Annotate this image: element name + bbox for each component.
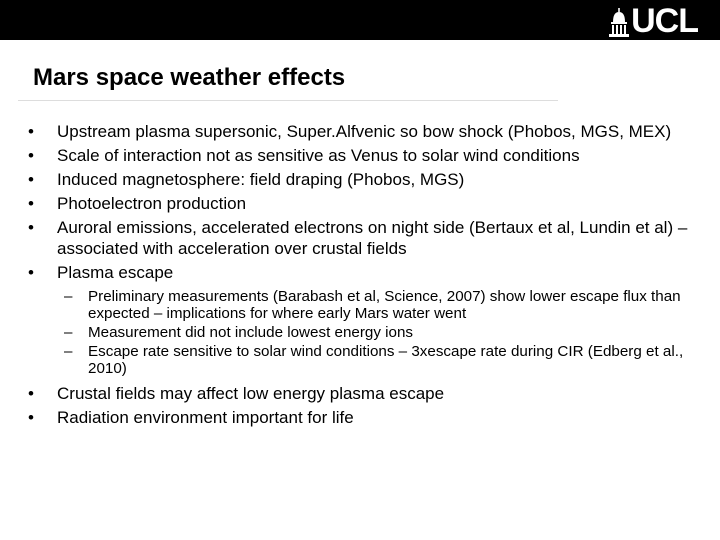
bullet-item: • Plasma escape	[28, 263, 174, 282]
sub-bullet-list	[28, 288, 698, 377]
sub-bullet-item: – Escape rate sensitive to solar wind conditions – 3xescape rate during CIR (Edberg et al., 2010)	[64, 343, 684, 377]
sub-bullet-text: Measurement did not include lowest energy ions	[88, 324, 414, 341]
bullet-text: Auroral emissions, accelerated electrons on night side (Bertaux et al, Lundin et al) – associated with acceleration over crustal fields	[57, 218, 688, 258]
top-bar	[0, 0, 720, 40]
sub-bullet-text: Preliminary measurements (Barabash et al, Science, 2007) show lower escape flux than expected – implications for where early Mars water went	[88, 288, 681, 322]
bullet-item: • Induced magnetosphere: field draping (Phobos, MGS)	[28, 170, 465, 189]
ucl-logo	[609, 2, 698, 38]
sub-bullet-item: – Measurement did not include lowest energy ions	[64, 324, 414, 341]
bullet-text: Upstream plasma supersonic, Super.Alfvenic so bow shock (Phobos, MGS, MEX)	[57, 122, 672, 141]
portico-dome-icon	[609, 8, 629, 38]
title-divider	[18, 100, 558, 101]
bullet-text: Induced magnetosphere: field draping (Phobos, MGS)	[57, 170, 465, 189]
bullet-item: • Radiation environment important for life	[28, 408, 354, 427]
bullet-text: Radiation environment important for life	[57, 408, 354, 427]
bullet-item: • Auroral emissions, accelerated electrons on night side (Bertaux et al, Lundin et al) – associated with acceleration over crustal fields	[28, 218, 688, 258]
bullet-text: Scale of interaction not as sensitive as Venus to solar wind conditions	[57, 146, 580, 165]
logo-text: UCL	[631, 2, 698, 40]
bullet-item: • Crustal fields may affect low energy plasma escape	[28, 384, 445, 403]
sub-bullet-item: – Preliminary measurements (Barabash et al, Science, 2007) show lower escape flux than expected – implications for where early Mars water went	[64, 288, 681, 322]
sub-bullet-text: Escape rate sensitive to solar wind conditions – 3xescape rate during CIR (Edberg et al., 2010)	[88, 343, 684, 377]
bullet-item: • Scale of interaction not as sensitive as Venus to solar wind conditions	[28, 146, 580, 165]
slide-title: Mars space weather effects	[33, 64, 346, 91]
bullet-text: Plasma escape	[57, 263, 174, 282]
bullet-item: • Upstream plasma supersonic, Super.Alfvenic so bow shock (Phobos, MGS, MEX)	[28, 122, 672, 141]
bullet-item: • Photoelectron production	[28, 194, 247, 213]
bullet-list	[28, 121, 698, 431]
bullet-text: Photoelectron production	[57, 194, 247, 213]
bullet-text: Crustal fields may affect low energy plasma escape	[57, 384, 445, 403]
